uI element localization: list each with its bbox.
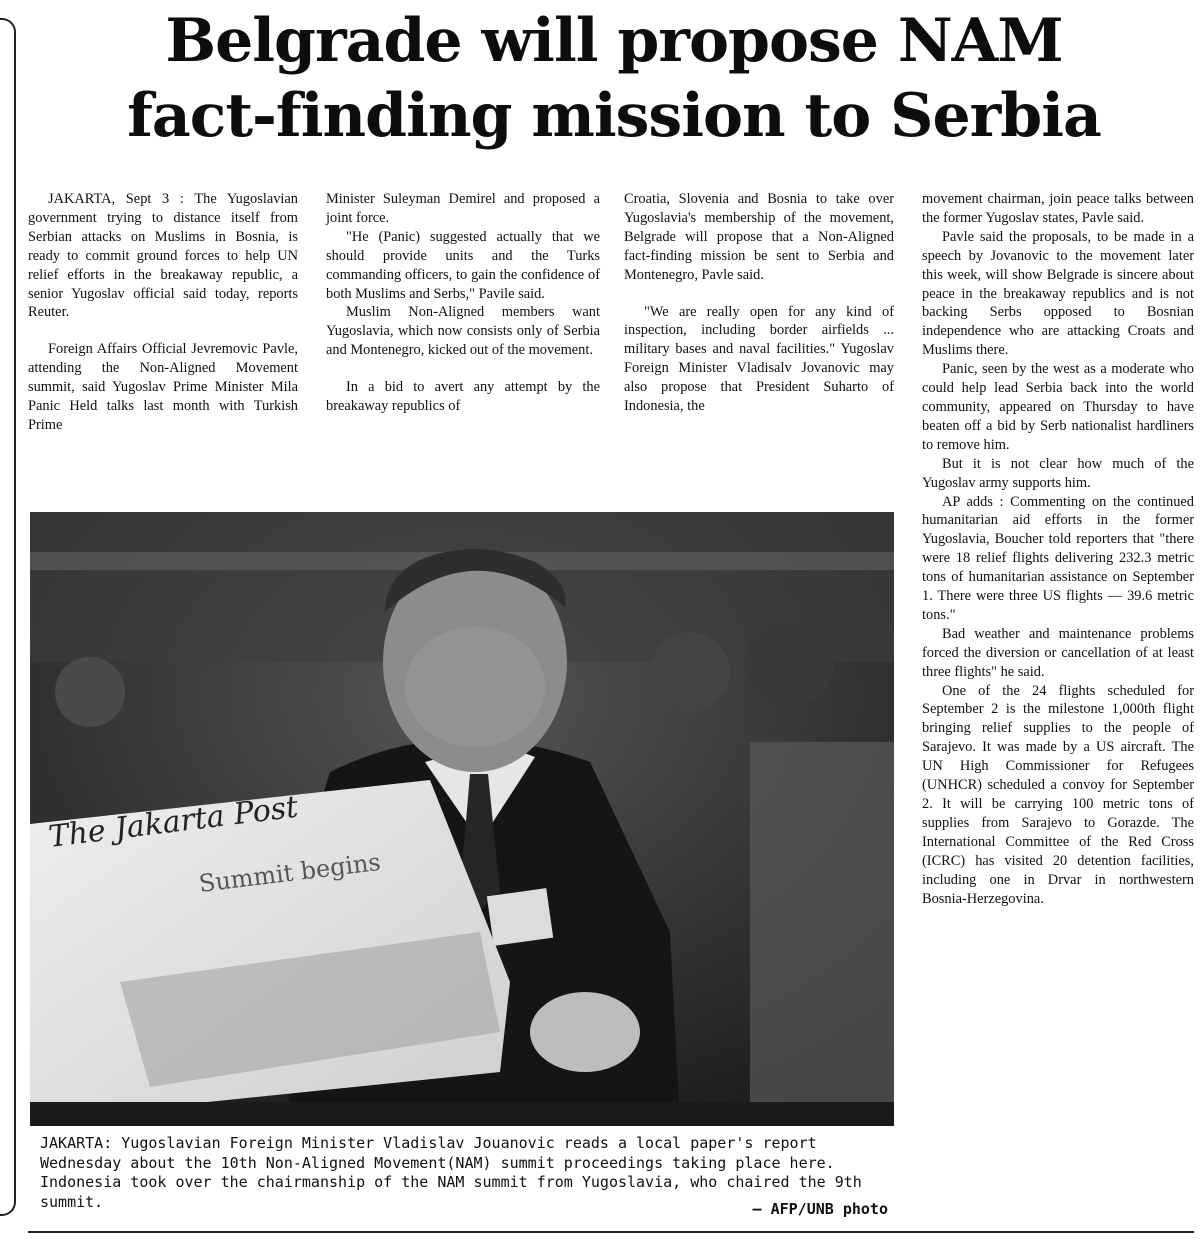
article-column-1 [28,190,298,435]
article-paragraph: "He (Panic) suggested actually that we should provide units and the Turks commanding officers, to gain the confidence of both Muslims and Serbs," Pavile said. [326,228,600,302]
article-column-2 [326,190,600,416]
headline [34,4,1194,154]
photo-credit: — AFP/UNB photo [752,1200,888,1218]
article-paragraph: AP adds : Commenting on the continued humanitarian aid efforts in the former Yugoslavia, Boucher told reporters that "there were 18 relief flights delivering 232.3 metric tons of humanitarian assistance on September 1. There were three US flights — 39.6 metric tons." [922,493,1194,623]
article-paragraph: Minister Suleyman Demirel and proposed a joint force. [326,191,600,226]
article-paragraph: In a bid to avert any attempt by the breakaway republics of [326,379,600,415]
article-paragraph: Muslim Non-Aligned members want Yugoslavia, which now consists only of Serbia and Montenegro, kicked out of the movement. [326,304,600,359]
news-photo [30,512,894,1126]
page-edge-rule [0,18,16,1216]
article-paragraph: Bad weather and maintenance problems forced the diversion or cancellation of at least three flights" he said. [922,625,1194,680]
article-paragraph: Panic, seen by the west as a moderate who could help lead Serbia back into the world community, appeared on Thursday to have beaten off a bid by Serb nationalist hardliners to remove him. [922,361,1194,453]
article-column-4 [922,190,1194,908]
article-paragraph: Pavle said the proposals, to be made in a speech by Jovanovic to the movement later this week, will show Belgrade is sincere about peace in the breakaway republics and is not backing Serbs opposed to Bosnian independence who are attacking Croats and Muslims there. [922,228,1194,359]
article-paragraph: "We are really open for any kind of inspection, including border airfields ... military bases and naval facilities." Yugoslav Foreign Minister Vladisalv Jovanovic may also propose that President Suharto of Indonesia, the [624,303,894,415]
article-paragraph: JAKARTA, Sept 3 : The Yugoslavian government trying to distance itself from Serbian attacks on Muslims in Bosnia, is ready to commit ground forces to help UN relief efforts in the breakaway republic, a senior Yugoslav official said today, reports Reuter. [28,191,298,321]
article-paragraph: Foreign Affairs Official Jevremovic Pavle, attending the Non-Aligned Movement summit, said Yugoslav Prime Minister Mila Panic Held talks last month with Turkish Prime [28,341,298,433]
article-paragraph: Croatia, Slovenia and Bosnia to take over Yugoslavia's membership of the movement, Belgrade will propose that a Non-Aligned fact-finding mission be sent to Serbia and Montenegro, Pavle said. [624,191,894,283]
newspaper-headline: Summit begins [197,847,383,898]
newspaper-masthead: The Jakarta Post [46,789,301,855]
headline-line-2: fact-finding mission to Serbia [127,81,1101,151]
headline-line-1: Belgrade will propose NAM [165,6,1063,76]
article-column-3 [624,190,894,416]
bottom-rule [28,1231,1194,1233]
photo-caption: JAKARTA: Yugoslavian Foreign Minister Vladislav Jouanovic reads a local paper's report Wednesday about the 10th Non-Aligned Movement(NAM) summit proceedings taking place here. Indonesia took over the chairmanship of the NAM summit from Yugoslavia, who chaired the 9th summit. [40,1134,862,1211]
article-paragraph: One of the 24 flights scheduled for September 2 is the milestone 1,000th flight bringing relief supplies to the people of Sarajevo. It was made by a US aircraft. The UN High Commissioner for Refugees (UNHCR) scheduled a convoy for September 2. It will be carrying 100 metric tons of supplies from Sarajevo to Gorazde. The International Committee of the Red Cross (ICRC) has visited 20 detention facilities, including one in Drvar in northwestern Bosnia-Herzegovina. [922,682,1194,907]
article-paragraph: But it is not clear how much of the Yugoslav army supports him. [922,455,1194,491]
article-paragraph: movement chairman, join peace talks between the former Yugoslav states, Pavle said. [922,191,1194,226]
